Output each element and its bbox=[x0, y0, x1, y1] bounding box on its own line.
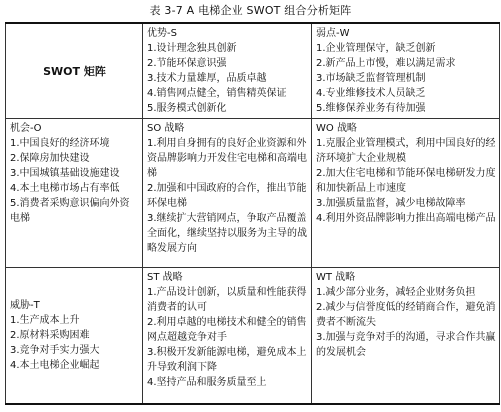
list-item: 3.加强质量监督，减少电梯故障率 bbox=[316, 198, 466, 209]
list-item: 1.利用自身拥有的良好企业资源和外资品牌影响力开发住宅电梯和高端电梯 bbox=[147, 138, 307, 179]
corner-label: SWOT 矩阵 bbox=[43, 64, 106, 78]
so-strategy-title: SO 战略 bbox=[147, 123, 185, 134]
table-row bbox=[6, 119, 500, 268]
table-caption: 表 3-7 A 电梯企业 SWOT 组合分析矩阵 bbox=[149, 4, 352, 17]
list-item: 1.中国良好的经济环境 bbox=[10, 138, 110, 149]
list-item: 4.坚持产品和服务质量至上 bbox=[147, 377, 267, 388]
list-item: 3.中国城镇基础设施建设 bbox=[10, 168, 120, 179]
list-item: 2.节能环保意识强 bbox=[147, 58, 227, 69]
wo-strategy-cell bbox=[312, 119, 500, 268]
list-item: 1.企业管理保守，缺乏创新 bbox=[316, 43, 436, 54]
table-row bbox=[6, 23, 500, 119]
so-strategy-cell bbox=[143, 119, 312, 268]
list-item: 1.设计理念独具创新 bbox=[147, 43, 237, 54]
opportunities-cell bbox=[6, 119, 143, 268]
list-item: 3.积极开发新能源电梯，避免成本上升导致利润下降 bbox=[147, 347, 307, 373]
strengths-cell bbox=[143, 23, 312, 119]
threats-cell bbox=[6, 268, 143, 404]
st-strategy-cell bbox=[143, 268, 312, 404]
list-item: 3.技术力量雄厚，品质卓越 bbox=[147, 73, 267, 84]
list-item: 1.克服企业管理模式，利用中国良好的经济环境扩大企业规模 bbox=[316, 138, 496, 164]
list-item: 2.原材料采购困难 bbox=[10, 329, 90, 341]
list-item: 2.利用卓越的电梯技术和健全的销售网点超越竞争对手 bbox=[147, 317, 307, 343]
swot-matrix-table bbox=[5, 22, 500, 405]
weaknesses-title: 弱点-W bbox=[316, 28, 350, 39]
list-item: 2.加大住宅电梯和节能环保电梯研发力度和加快新品上市速度 bbox=[316, 168, 496, 194]
list-item: 5.维修保养业务有待加强 bbox=[316, 103, 426, 114]
list-item: 1.产品设计创新，以质量和性能获得消费者的认可 bbox=[147, 287, 307, 313]
list-item: 2.加强和中国政府的合作，推出节能环保电梯 bbox=[147, 183, 307, 209]
list-item: 4.本土电梯企业崛起 bbox=[10, 359, 100, 371]
wt-strategy-title: WT 战略 bbox=[316, 272, 356, 283]
wt-strategy-cell bbox=[312, 268, 500, 404]
list-item: 4.本土电梯市场占有率低 bbox=[10, 183, 120, 194]
list-item: 2.保障房加快建设 bbox=[10, 153, 90, 164]
list-item: 4.销售网点健全，销售精英保证 bbox=[147, 88, 287, 99]
list-item: 2.新产品上市慢，难以满足需求 bbox=[316, 58, 456, 69]
list-item: 1.生产成本上升 bbox=[10, 314, 80, 326]
threats-title: 威胁-T bbox=[10, 299, 40, 311]
list-item: 5.消费者采购意识偏向外资电梯 bbox=[10, 198, 130, 224]
list-item: 5.服务模式创新化 bbox=[147, 103, 227, 114]
list-item: 3.市场缺乏监督管理机制 bbox=[316, 73, 426, 84]
weaknesses-cell bbox=[312, 23, 500, 119]
opportunities-title: 机会-O bbox=[10, 123, 42, 134]
wo-strategy-title: WO 战略 bbox=[316, 123, 357, 134]
list-item: 3.继续扩大营销网点，争取产品覆盖全面化，继续坚持以服务为主导的战略发展方向 bbox=[147, 213, 307, 254]
st-strategy-title: ST 战略 bbox=[147, 272, 183, 283]
list-item: 1.减少部分业务，减轻企业财务负担 bbox=[316, 287, 476, 298]
list-item: 4.利用外资品牌影响力推出高端电梯产品 bbox=[316, 213, 496, 224]
strengths-title: 优势-S bbox=[147, 28, 177, 39]
table-row bbox=[6, 268, 500, 404]
list-item: 2.减少与信誉度低的经销商合作，避免消费者不断流失 bbox=[316, 302, 496, 328]
corner-cell bbox=[6, 23, 143, 119]
list-item: 3.竞争对手实力强大 bbox=[10, 344, 100, 356]
list-item: 4.专业维修技术人员缺乏 bbox=[316, 88, 426, 99]
list-item: 3.加强与竞争对手的沟通，寻求合作共赢的发展机会 bbox=[316, 332, 496, 358]
